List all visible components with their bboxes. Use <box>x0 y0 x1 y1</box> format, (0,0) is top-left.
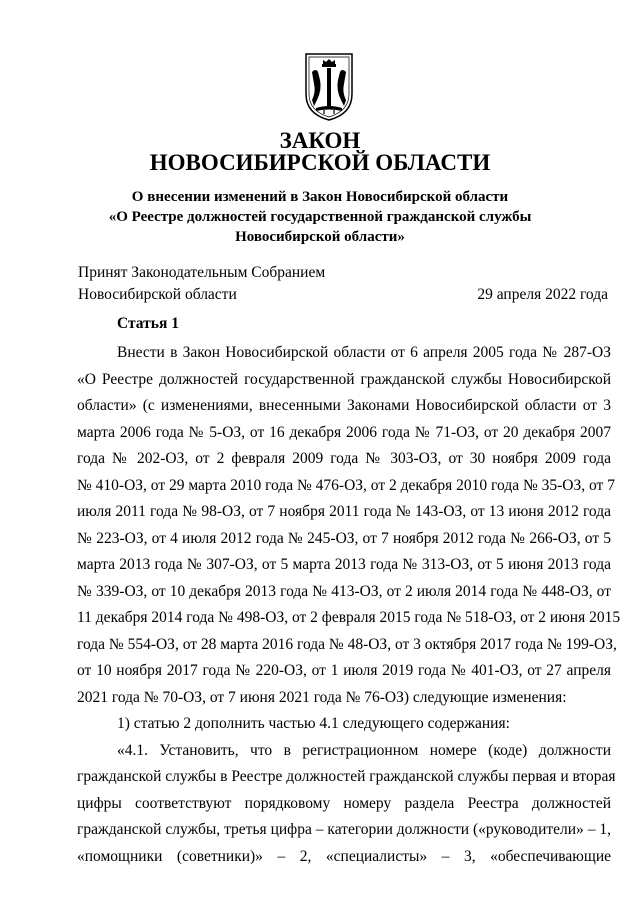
text-line: года № 554-ОЗ, от 28 марта 2016 года № 48-ОЗ, от 3 октября 2017 года № 199-ОЗ, <box>77 635 617 653</box>
article-heading: Статья 1 <box>117 315 179 332</box>
text-line: марта 2006 года № 5-ОЗ, от 16 декабря 2006 года № 71-ОЗ, от 20 декабря 2007 <box>77 423 611 441</box>
text-line: гражданской службы в Реестре должностей гражданской службы первая и вторая <box>77 768 616 785</box>
text-line: Внести в Закон Новосибирской области от 6 апреля 2005 года № 287-ОЗ <box>117 344 611 361</box>
text-line: 2021 года № 70-ОЗ, от 7 июня 2021 года № 76-ОЗ) следующие изменения: <box>77 688 567 706</box>
adoption-date: 29 апреля 2022 года <box>477 286 608 303</box>
text-line: № 223-ОЗ, от 4 июля 2012 года № 245-ОЗ, от 7 ноября 2012 года № 266-ОЗ, от 5 <box>77 529 611 547</box>
text-line: 1) статью 2 дополнить частью 4.1 следующего содержания: <box>117 715 510 732</box>
law-region-title: НОВОСИБИРСКОЙ ОБЛАСТИ <box>149 150 491 175</box>
adopted-by: Принят Законодательным Собранием <box>78 264 326 281</box>
text-line: цифры соответствуют порядковому номеру раздела Реестра должностей <box>77 794 611 812</box>
text-line: года № 202-ОЗ, от 2 февраля 2009 года № 303-ОЗ, от 30 ноября 2009 года <box>77 450 611 467</box>
subtitle-line: О внесении изменений в Закон Новосибирской области <box>131 189 509 205</box>
adopted-by-region: Новосибирской области <box>78 286 237 303</box>
text-line: № 410-ОЗ, от 29 марта 2010 года № 476-ОЗ, от 2 декабря 2010 года № 35-ОЗ, от 7 <box>77 476 615 494</box>
subtitle-line: «О Реестре должностей государственной гражданской службы <box>108 209 532 225</box>
text-line: июля 2011 года № 98-ОЗ, от 7 ноября 2011 года № 143-ОЗ, от 13 июня 2012 года <box>77 503 611 520</box>
text-line: № 339-ОЗ, от 10 декабря 2013 года № 413-ОЗ, от 2 июля 2014 года № 448-ОЗ, от <box>77 582 611 600</box>
text-line: «помощники (советники)» – 2, «специалисты» – 3, «обеспечивающие <box>77 847 611 865</box>
text-line: «О Реестре должностей государственной гражданской службы Новосибирской <box>77 370 611 388</box>
text-line: марта 2013 года № 307-ОЗ, от 5 марта 2013 года № 313-ОЗ, от 5 июня 2013 года <box>77 556 611 573</box>
law-title: ЗАКОН <box>279 128 361 153</box>
article-body <box>77 342 621 872</box>
coat-of-arms-icon <box>302 50 356 122</box>
text-line: области» (с изменениями, внесенными Законами Новосибирской области от 3 <box>77 397 611 414</box>
text-line: «4.1. Установить, что в регистрационном номере (коде) должности <box>117 741 611 759</box>
text-line: от 10 ноября 2017 года № 220-ОЗ, от 1 июля 2019 года № 401-ОЗ, от 27 апреля <box>77 662 611 679</box>
adoption-block <box>78 262 608 306</box>
text-line: 11 декабря 2014 года № 498-ОЗ, от 2 февраля 2015 года № 518-ОЗ, от 2 июня 2015 <box>77 609 621 626</box>
subtitle-line: Новосибирской области» <box>235 229 405 245</box>
law-subtitle <box>0 187 640 247</box>
text-line: гражданской службы, третья цифра – категории должности («руководители» – 1, <box>77 821 611 838</box>
